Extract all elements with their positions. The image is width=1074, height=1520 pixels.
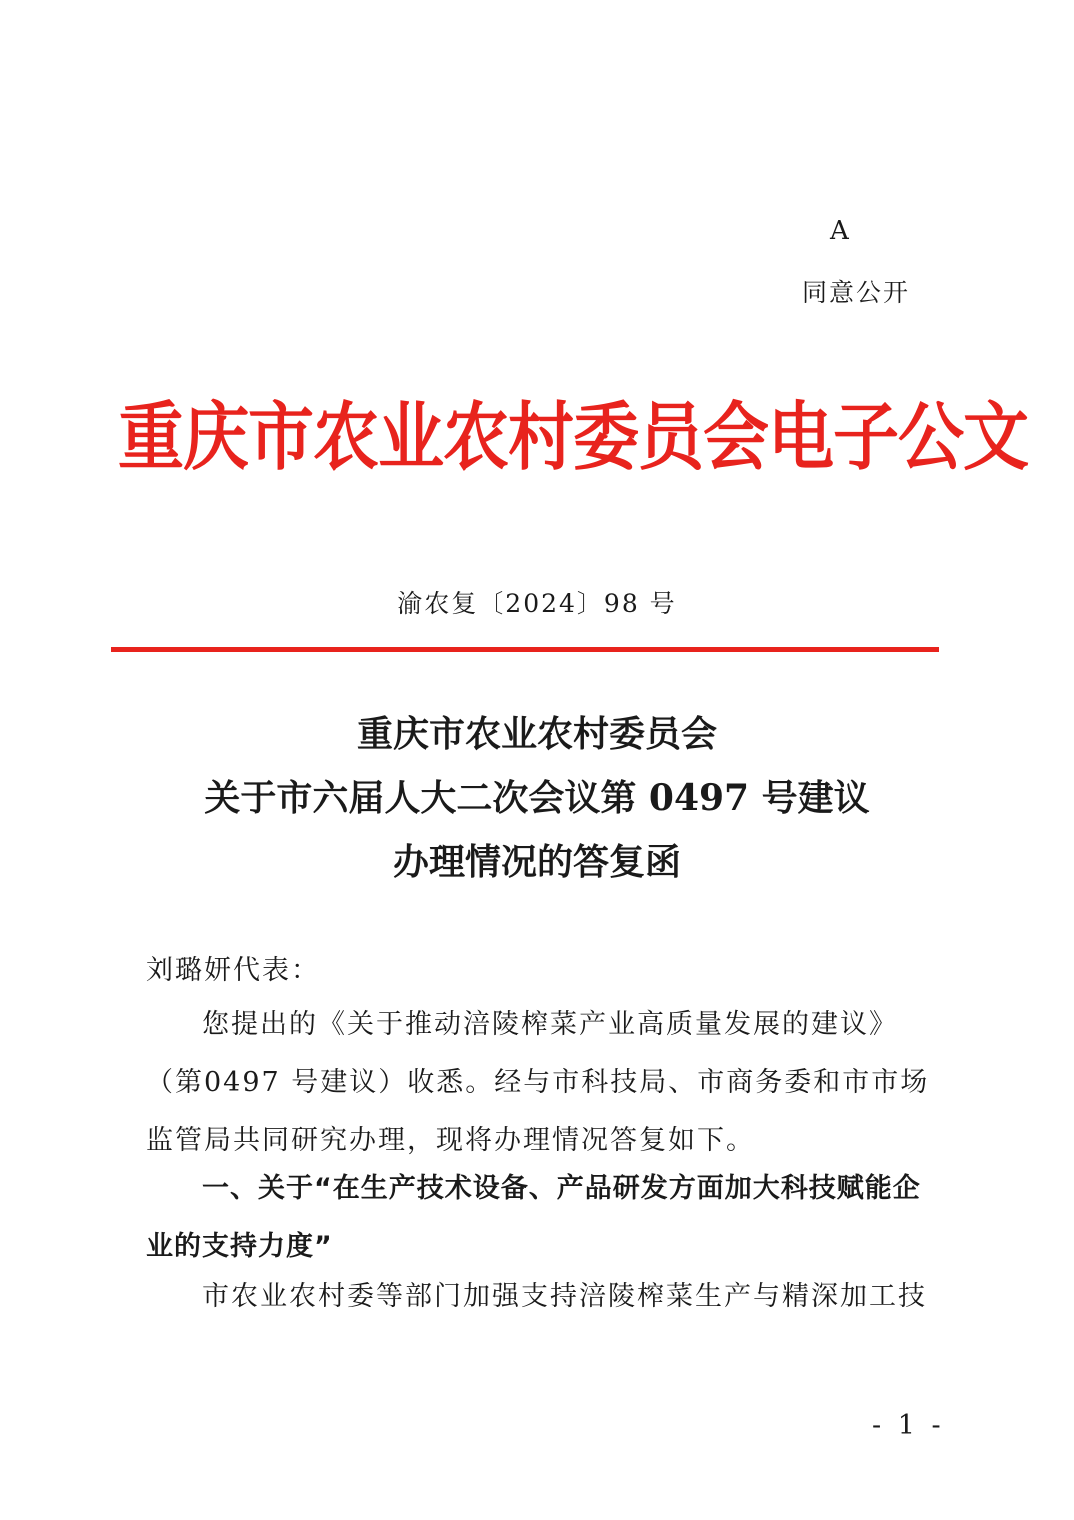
title-line-2: 关于市六届人大二次会议第 0497 号建议 [204,777,870,819]
paragraph-intro [146,996,942,1170]
title-line-3: 办理情况的答复函 [392,841,681,883]
paragraph-section-1-text: 市农业农村委等部门加强支持涪陵榨菜生产与精深加工技 [202,1281,927,1312]
section-heading-1 [146,1160,942,1276]
publish-status: 同意公开 [802,278,911,307]
page-number: - 1 - [872,1410,945,1441]
document-title [0,702,1074,894]
paragraph-section-1 [146,1268,942,1326]
red-divider-line [111,647,939,652]
paragraph-intro-text: 您提出的《关于推动涪陵榨菜产业高质量发展的建议》（第0497 号建议）收悉。经与市科技局、市商务委和市市场监管局共同研究办理，现将办理情况答复如下。 [146,1009,930,1156]
classification-mark: A [830,216,849,246]
title-line-1: 重庆市农业农村委员会 [356,713,717,755]
section-heading-1-text: 一、关于“在生产技术设备、产品研发方面加大科技赋能企业的支持力度” [146,1173,921,1262]
document-number: 渝农复〔2024〕98 号 [397,589,677,618]
red-header-banner: 重庆市农业农村委员会电子公文 [118,394,1028,481]
salutation: 刘璐妍代表： [146,955,320,986]
